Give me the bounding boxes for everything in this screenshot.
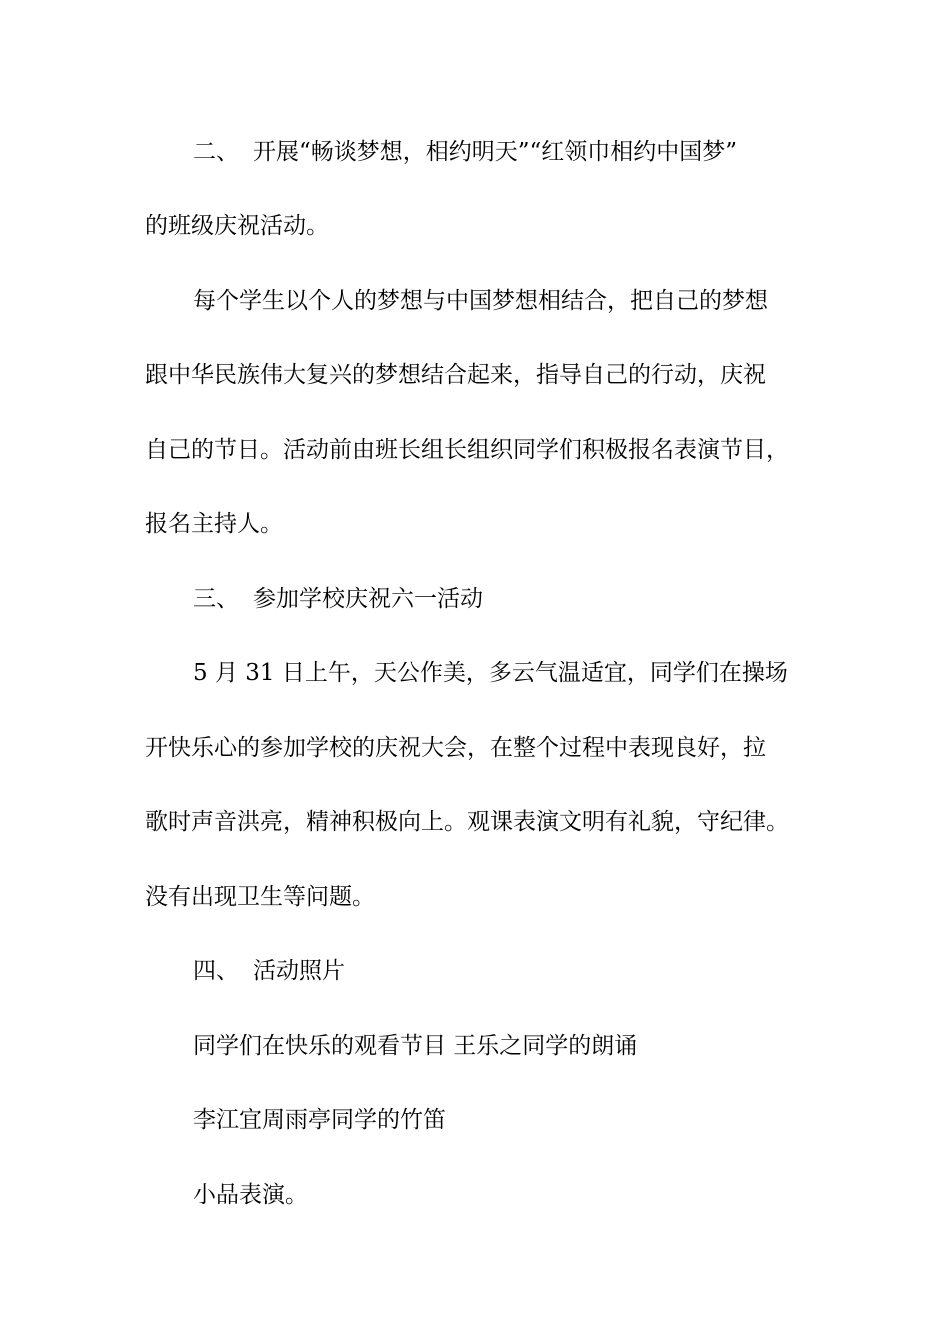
section3-title: 参加学校庆祝六一活动	[253, 586, 483, 612]
section3-para-line4: 没有出现卫生等问题。	[145, 884, 375, 910]
section2-para-line1: 每个学生以个人的梦想与中国梦想相结合，把自己的梦想	[193, 288, 768, 314]
section2-para-line4: 报名主持人。	[145, 511, 283, 537]
section2-heading	[193, 137, 737, 167]
section4-number: 四、	[193, 958, 239, 984]
section2-para-line2: 跟中华民族伟大复兴的梦想结合起来，指导自己的行动，庆祝	[145, 362, 766, 388]
section3-heading	[193, 584, 483, 614]
section3-number: 三、	[193, 586, 239, 612]
section3-para-line2: 开快乐心的参加学校的庆祝大会，在整个过程中表现良好，拉	[145, 735, 766, 761]
section2-title-line2: 的班级庆祝活动。	[145, 213, 329, 239]
section4-heading	[193, 956, 345, 986]
section2-title-line1: 开展“畅谈梦想，相约明天”“红领巾相约中国梦”	[253, 139, 738, 165]
photo-caption-1: 同学们在快乐的观看节目 王乐之同学的朗诵	[193, 1033, 638, 1059]
section4-title: 活动照片	[253, 958, 345, 984]
photo-caption-3: 小品表演。	[193, 1182, 308, 1208]
section3-para-line1: 5 月 31 日上午，天公作美，多云气温适宜，同学们在操场	[193, 660, 788, 686]
section3-para-line3: 歌时声音洪亮，精神积极向上。观课表演文明有礼貌，守纪律。	[145, 809, 789, 835]
photo-caption-2: 李江宜周雨亭同学的竹笛	[193, 1107, 446, 1133]
section2-para-line3: 自己的节日。活动前由班长组长组织同学们积极报名表演节目，	[145, 437, 789, 463]
section2-number: 二、	[193, 139, 239, 165]
